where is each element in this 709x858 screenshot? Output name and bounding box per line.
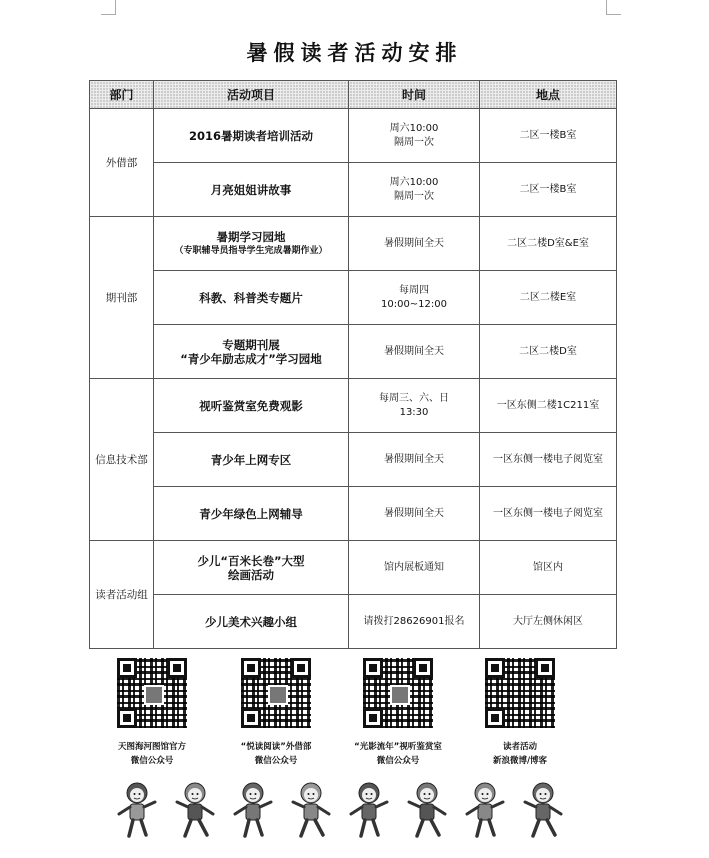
activity-name: 科教、科普类专题片 xyxy=(199,290,303,305)
qr-label-line1: 天图海河图馆官方 xyxy=(117,742,186,752)
table-row xyxy=(90,379,617,433)
place-cell: 二区二楼E室 xyxy=(480,271,617,325)
activity-cell xyxy=(154,379,349,433)
child-figure-icon xyxy=(231,780,276,840)
qr-code-item xyxy=(333,658,463,768)
activity-cell xyxy=(154,217,349,271)
qr-code-label xyxy=(455,740,585,768)
time-cell: 每周四 10:00~12:00 xyxy=(349,271,480,325)
time-cell: 暑假期间全天 xyxy=(349,433,480,487)
dept-cell: 期刊部 xyxy=(90,217,154,379)
qr-code-label xyxy=(211,740,341,768)
qr-code-icon[interactable] xyxy=(241,658,311,728)
activity-name: 青少年上网专区 xyxy=(210,452,292,467)
qr-code-label xyxy=(87,740,217,768)
activity-name: 少儿“百米长卷”大型 绘画活动 xyxy=(197,553,305,582)
table-row xyxy=(90,271,617,325)
qr-code-icon[interactable] xyxy=(363,658,433,728)
place-cell: 一区东侧一楼电子阅览室 xyxy=(480,433,617,487)
activity-name: 青少年绿色上网辅导 xyxy=(199,506,303,521)
qr-code-section xyxy=(90,658,615,770)
qr-label-line2: 微信公众号 xyxy=(130,756,174,766)
activity-cell xyxy=(154,325,349,379)
qr-code-item xyxy=(87,658,217,768)
activity-name: 月亮姐姐讲故事 xyxy=(210,182,292,197)
table-row xyxy=(90,217,617,271)
page-title: 暑假读者活动安排 xyxy=(246,41,463,65)
child-figure-icon xyxy=(405,780,450,840)
qr-code-label xyxy=(333,740,463,768)
place-cell: 馆区内 xyxy=(480,541,617,595)
time-cell: 周六10:00 隔周一次 xyxy=(349,109,480,163)
activity-cell xyxy=(154,163,349,217)
qr-code-item xyxy=(455,658,585,768)
time-cell: 暑假期间全天 xyxy=(349,325,480,379)
qr-code-icon[interactable] xyxy=(485,658,555,728)
place-cell: 二区一楼B室 xyxy=(480,163,617,217)
header-place: 地点 xyxy=(480,81,617,109)
table-header-row xyxy=(90,81,617,109)
page-corner-mark-left xyxy=(101,0,116,15)
activity-name: 视听鉴赏室免费观影 xyxy=(199,398,303,413)
time-cell: 暑假期间全天 xyxy=(349,217,480,271)
child-figure-icon xyxy=(347,780,392,840)
time-cell: 每周三、六、日 13:30 xyxy=(349,379,480,433)
qr-label-line2: 微信公众号 xyxy=(254,756,298,766)
child-figure-icon xyxy=(115,780,160,840)
decorative-children-illustration xyxy=(115,780,595,840)
qr-label-line2: 新浪微博/博客 xyxy=(492,756,548,766)
activity-cell xyxy=(154,109,349,163)
place-cell: 一区东侧一楼电子阅览室 xyxy=(480,487,617,541)
table-row xyxy=(90,325,617,379)
place-cell: 二区二楼D室 xyxy=(480,325,617,379)
table-row xyxy=(90,163,617,217)
activity-name: 专题期刊展 “青少年励志成才”学习园地 xyxy=(180,337,322,366)
activity-name: 2016暑期读者培训活动 xyxy=(188,128,313,143)
header-time: 时间 xyxy=(349,81,480,109)
child-figure-icon xyxy=(463,780,508,840)
time-cell: 馆内展板通知 xyxy=(349,541,480,595)
table-row xyxy=(90,595,617,649)
header-dept: 部门 xyxy=(90,81,154,109)
schedule-table xyxy=(89,80,617,649)
qr-label-line2: 微信公众号 xyxy=(376,756,420,766)
qr-label-line1: “悦读阅读”外借部 xyxy=(240,742,312,752)
table-row xyxy=(90,487,617,541)
qr-label-line1: 读者活动 xyxy=(502,742,537,752)
activity-cell xyxy=(154,541,349,595)
child-figure-icon xyxy=(521,780,566,840)
time-cell: 周六10:00 隔周一次 xyxy=(349,163,480,217)
place-cell: 一区东侧二楼1C211室 xyxy=(480,379,617,433)
child-figure-icon xyxy=(289,780,334,840)
qr-code-icon[interactable] xyxy=(117,658,187,728)
page-corner-mark-right xyxy=(606,0,621,15)
activity-cell xyxy=(154,595,349,649)
dept-cell: 读者活动组 xyxy=(90,541,154,649)
place-cell: 二区一楼B室 xyxy=(480,109,617,163)
activity-cell xyxy=(154,487,349,541)
child-figure-icon xyxy=(173,780,218,840)
place-cell: 大厅左侧休闲区 xyxy=(480,595,617,649)
table-row xyxy=(90,433,617,487)
time-cell: 请拨打28626901报名 xyxy=(349,595,480,649)
table-row xyxy=(90,541,617,595)
time-cell: 暑假期间全天 xyxy=(349,487,480,541)
table-row xyxy=(90,109,617,163)
dept-cell: 外借部 xyxy=(90,109,154,217)
dept-cell: 信息技术部 xyxy=(90,379,154,541)
activity-cell xyxy=(154,433,349,487)
activity-name: 少儿美术兴趣小组 xyxy=(205,614,297,629)
activity-cell xyxy=(154,271,349,325)
qr-label-line1: “光影流年”视听鉴赏室 xyxy=(354,742,442,752)
activity-name: 暑期学习园地 xyxy=(216,229,286,244)
activity-subtitle: （专职辅导员指导学生完成暑期作业） xyxy=(174,245,328,256)
place-cell: 二区二楼D室&E室 xyxy=(480,217,617,271)
header-activity: 活动项目 xyxy=(154,81,349,109)
qr-code-item xyxy=(211,658,341,768)
